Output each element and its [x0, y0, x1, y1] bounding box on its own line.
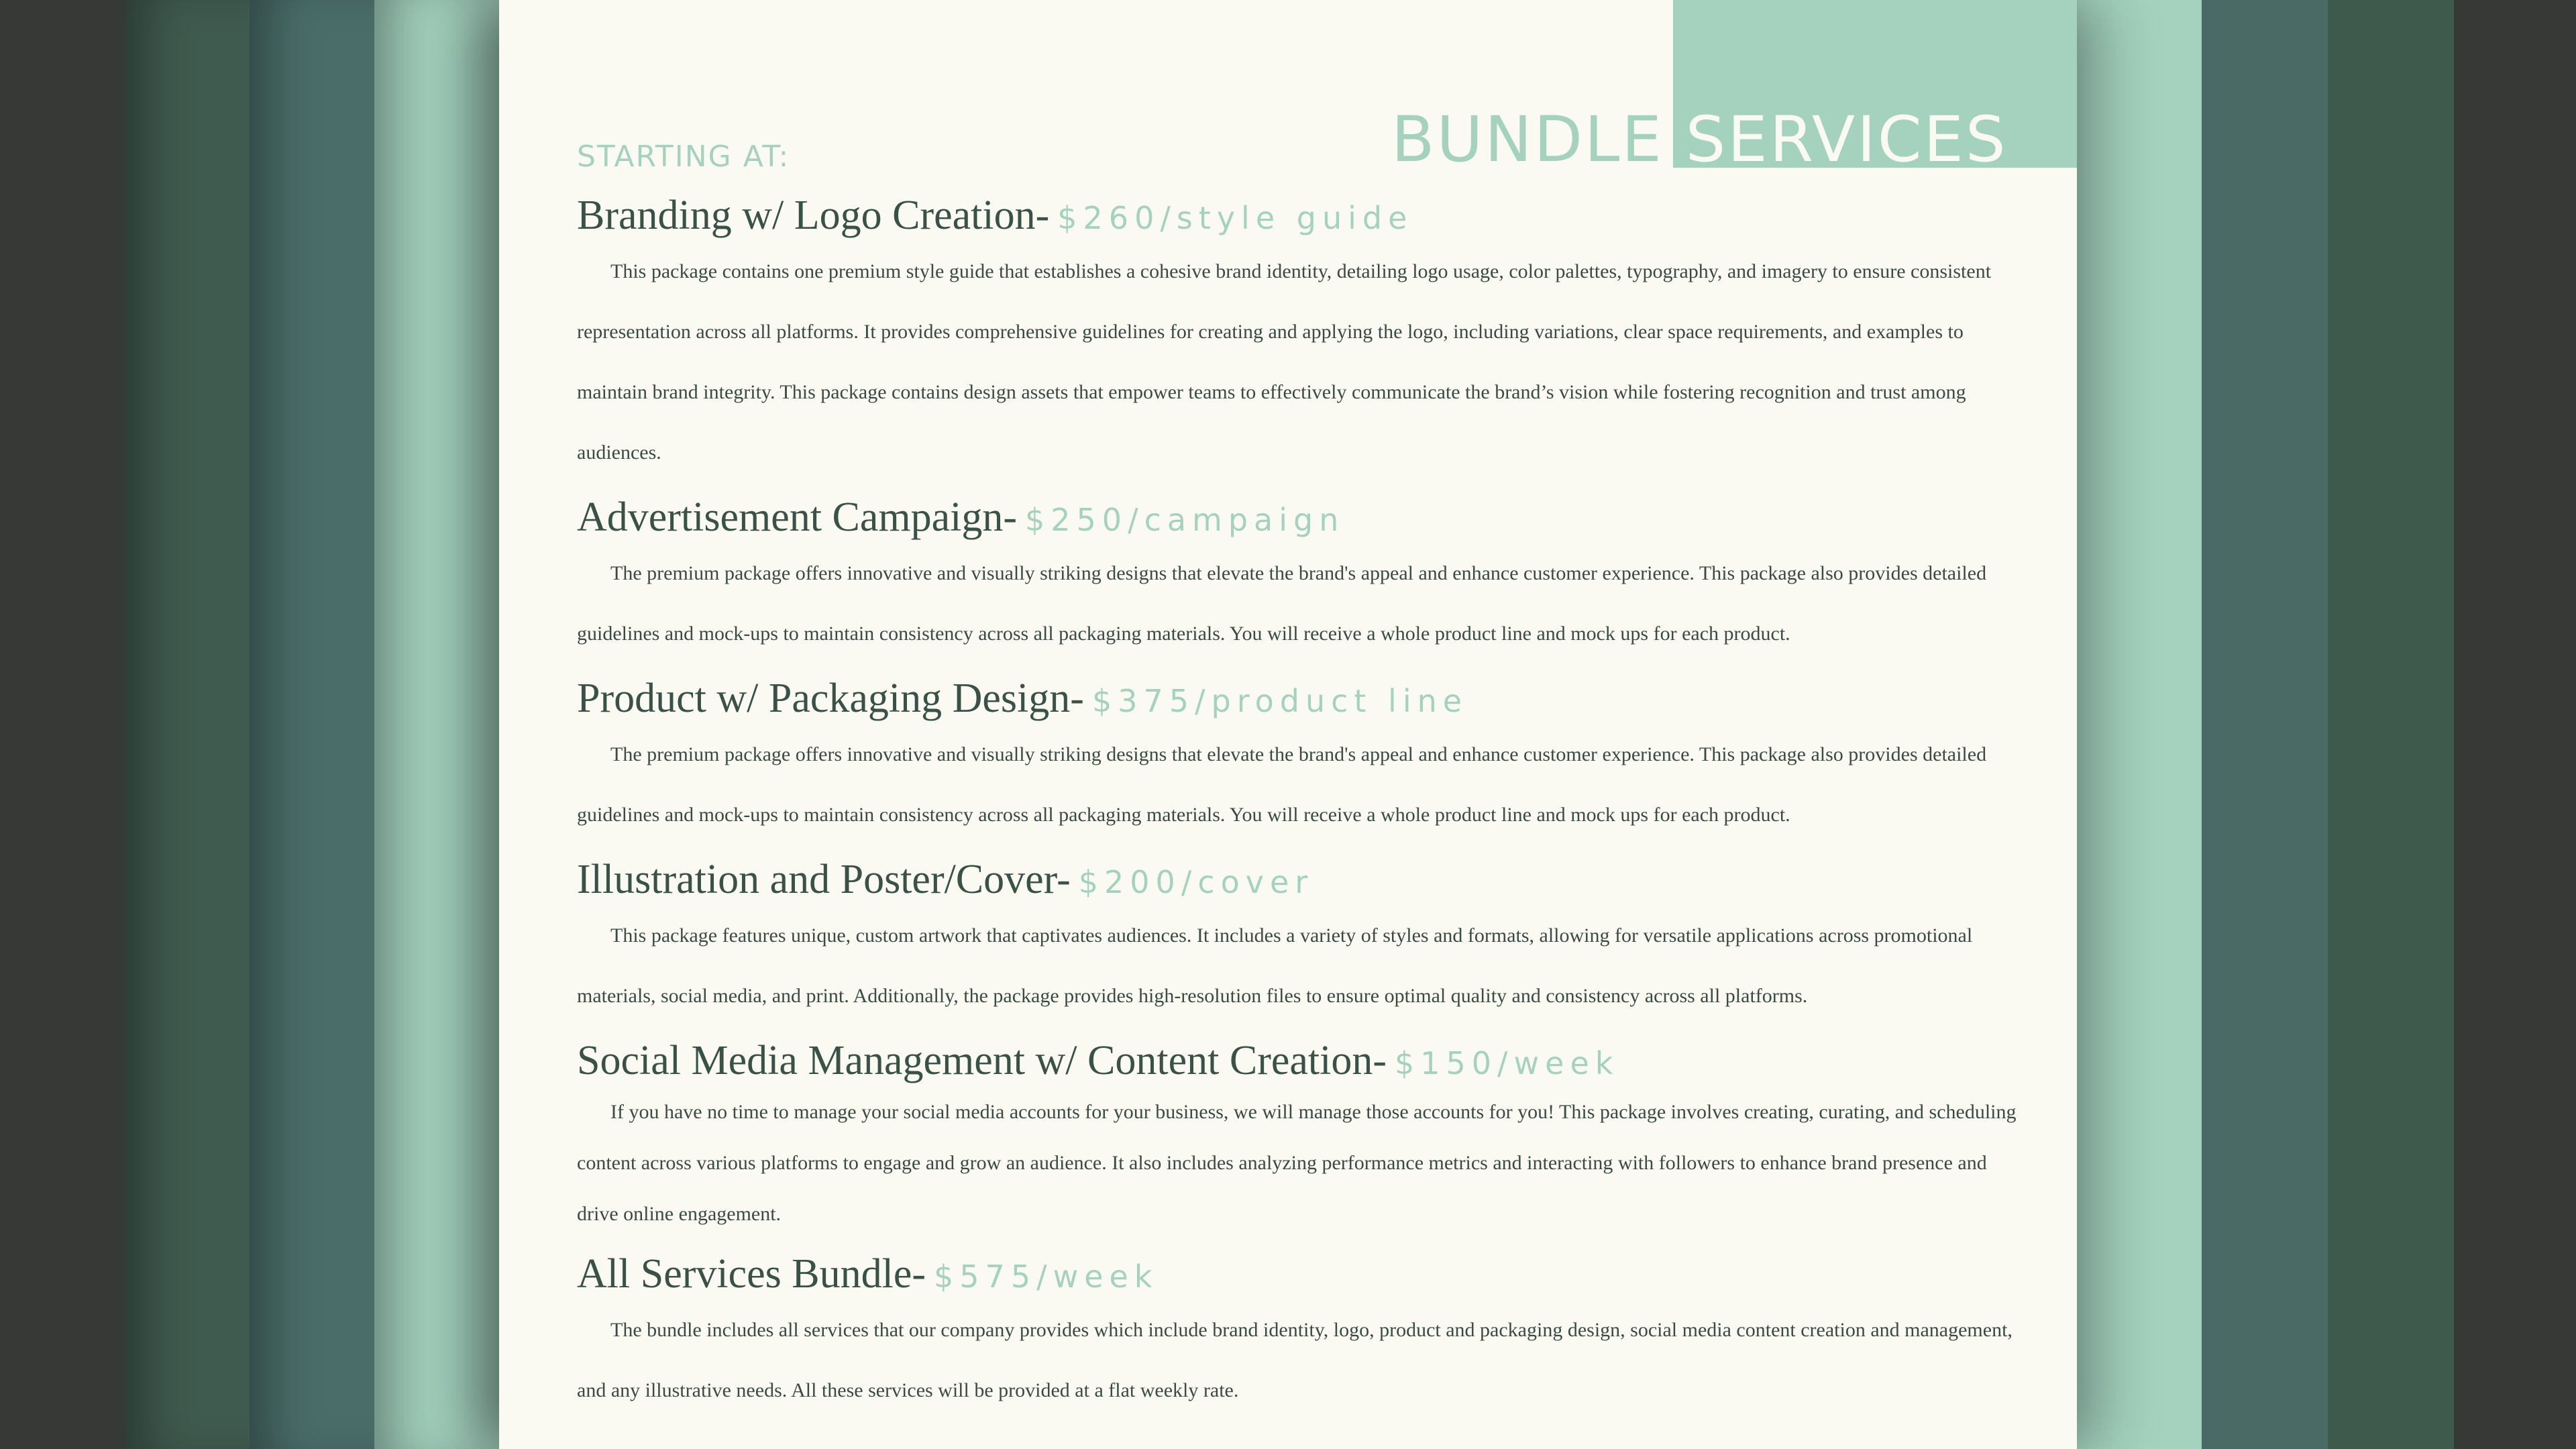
service-description: This package features unique, custom artwork that captivates audiences. It includes a variety of styles and formats, allowing for versatile applications across promotional materials, social media, and print. Additionally, the package provides high-resolution files to ensure optimal quality and consistency across all platforms. — [577, 924, 1973, 1007]
service-name: Illustration and Poster/Cover- — [577, 857, 1071, 902]
service-heading — [577, 1040, 2026, 1081]
service-name: All Services Bundle- — [577, 1251, 926, 1297]
service-name: Product w/ Packaging Design- — [577, 676, 1084, 721]
service-price: $260/style guide — [1057, 200, 1413, 236]
service-product-packaging — [577, 678, 2026, 845]
service-branding — [577, 195, 2026, 483]
service-heading — [577, 195, 2026, 236]
service-price: $150/week — [1394, 1045, 1619, 1081]
service-description: The premium package offers innovative and visually striking designs that elevate the brand's appeal and enhance customer experience. This package also provides detailed guidelines and mock-ups to maintain consistency across all packaging materials. You will receive a whole product line and mock ups for each product. — [577, 562, 1987, 645]
service-description: If you have no time to manage your social media accounts for your business, we will manage those accounts for you! This package involves creating, curating, and scheduling content across various platforms to engage and grow an audience. It also includes analyzing performance metrics and interacting with followers to enhance brand presence and drive online engagement. — [577, 1101, 2017, 1225]
service-heading — [577, 496, 2026, 538]
title-word-bundle: BUNDLE — [1391, 103, 1664, 176]
service-all-bundle — [577, 1253, 2026, 1421]
service-description: This package contains one premium style guide that establishes a cohesive brand identity, detailing logo usage, color palettes, typography, and imagery to ensure consistent representation across all platforms. It provides comprehensive guidelines for creating and applying the logo, including variations, clear space requirements, and examples to maintain brand integrity. This package contains design assets that empower teams to effectively communicate the brand’s vision while fostering recognition and trust among audiences. — [577, 260, 1992, 464]
title-word-services: SERVICES — [1685, 103, 2008, 176]
service-advertisement — [577, 496, 2026, 664]
service-price: $375/product line — [1091, 683, 1468, 719]
service-heading — [577, 678, 2026, 719]
background-band — [2454, 0, 2576, 1449]
page-title — [1391, 103, 2008, 176]
service-name: Social Media Management w/ Content Creation- — [577, 1038, 1387, 1083]
background-band — [374, 0, 499, 1449]
service-price: $575/week — [934, 1258, 1159, 1295]
background-band — [0, 0, 125, 1449]
service-price: $250/campaign — [1025, 502, 1345, 538]
background-band — [125, 0, 250, 1449]
service-description: The premium package offers innovative and visually striking designs that elevate the brand's appeal and enhance customer experience. This package also provides detailed guidelines and mock-ups to maintain consistency across all packaging materials. You will receive a whole product line and mock ups for each product. — [577, 743, 1987, 826]
service-heading — [577, 1253, 2026, 1295]
starting-at-label: STARTING AT: — [577, 140, 790, 174]
document-page — [499, 0, 2077, 1449]
service-social-media — [577, 1040, 2026, 1240]
background-band — [2077, 0, 2202, 1449]
service-price: $200/cover — [1078, 864, 1314, 900]
service-heading — [577, 859, 2026, 900]
service-illustration — [577, 859, 2026, 1026]
service-name: Advertisement Campaign- — [577, 494, 1017, 540]
service-description: The bundle includes all services that our company provides which include brand identity, logo, product and packaging design, social media content creation and management, and any illustrative needs. All these services will be provided at a flat weekly rate. — [577, 1319, 2012, 1401]
background-band — [2328, 0, 2454, 1449]
background-band — [2202, 0, 2328, 1449]
background-band — [250, 0, 374, 1449]
service-name: Branding w/ Logo Creation- — [577, 193, 1050, 238]
